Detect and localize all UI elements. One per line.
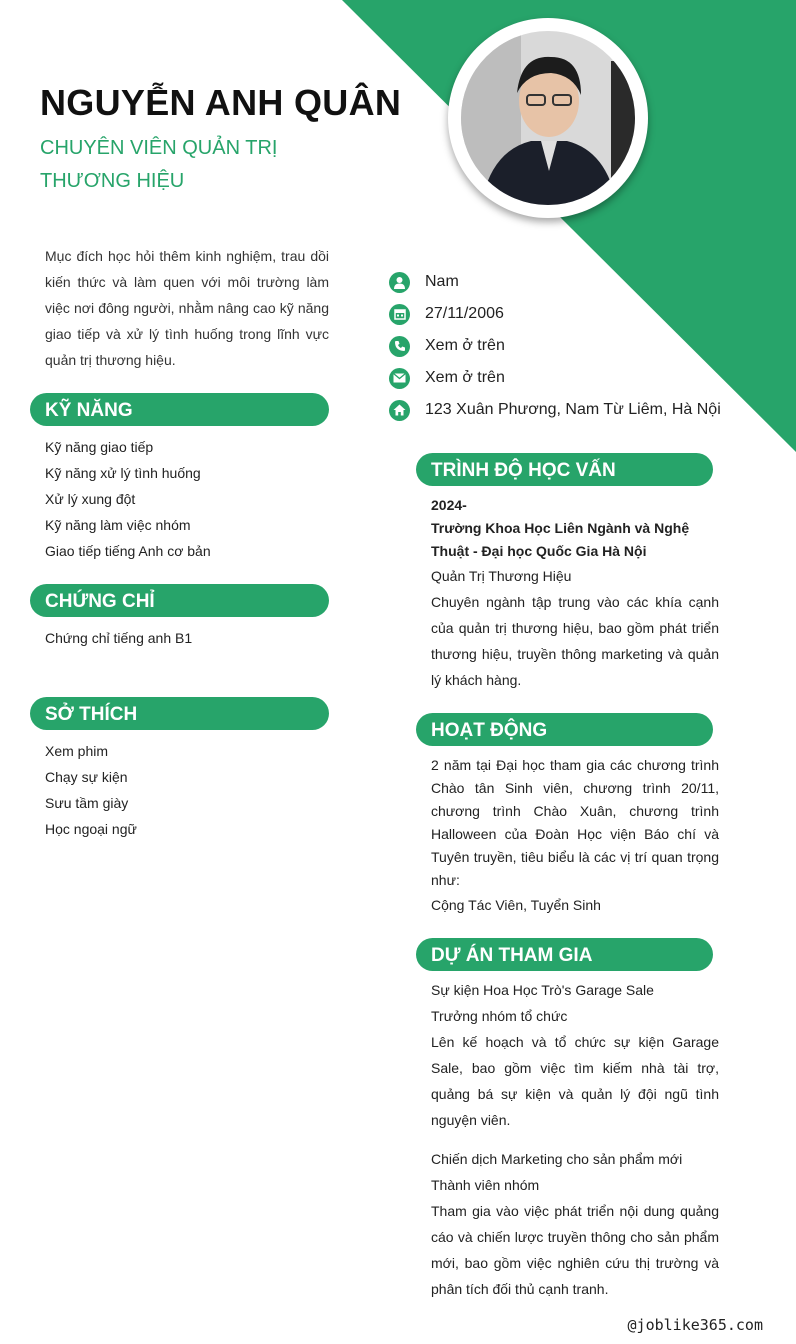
education-major: Quản Trị Thương Hiệu — [431, 568, 572, 584]
career-objective: Mục đích học hỏi thêm kinh nghiệm, trau dồi kiến thức và làm quen với môi trường làm việc nơi đông người, nhằm nâng cao kỹ năng giao tiếp và xử lý tình huống trong lĩnh vực quản trị thương hiệu. — [45, 248, 329, 368]
list-item: Học ngoại ngữ — [45, 821, 137, 837]
calendar-icon — [389, 304, 410, 325]
birthday-value: 27/11/2006 — [425, 305, 504, 322]
projects-section — [431, 977, 719, 1302]
certificates-heading: CHỨNG CHỈ — [30, 584, 329, 617]
activities-roles: Cộng Tác Viên, Tuyển Sinh — [431, 897, 601, 913]
list-item: Kỹ năng xử lý tình huống — [45, 465, 201, 481]
hobbies-list — [45, 738, 137, 842]
activities-section — [431, 754, 719, 918]
avatar-frame — [448, 18, 648, 218]
contact-gender-row — [389, 266, 721, 298]
contact-address-row — [389, 394, 721, 426]
gender-value: Nam — [425, 273, 459, 290]
list-item: Kỹ năng làm việc nhóm — [45, 517, 191, 533]
project-item — [431, 1146, 719, 1302]
address-value: 123 Xuân Phương, Nam Từ Liêm, Hà Nội — [425, 401, 721, 418]
projects-heading: DỰ ÁN THAM GIA — [416, 938, 713, 971]
contact-email-row — [389, 362, 721, 394]
project-item — [431, 977, 719, 1133]
candidate-title: CHUYÊN VIÊN QUẢN TRỊ THƯƠNG HIỆU — [40, 137, 278, 192]
candidate-name: NGUYỄN ANH QUÂN — [40, 82, 402, 123]
list-item: Giao tiếp tiếng Anh cơ bản — [45, 543, 211, 559]
list-item: Xử lý xung đột — [45, 491, 136, 507]
education-section — [431, 494, 719, 693]
project-role: Thành viên nhóm — [431, 1177, 540, 1193]
phone-value: Xem ở trên — [425, 337, 505, 354]
activities-heading: HOẠT ĐỘNG — [416, 713, 713, 746]
email-value: Xem ở trên — [425, 369, 505, 386]
education-year: 2024- — [431, 497, 467, 513]
hobbies-heading: SỞ THÍCH — [30, 697, 329, 730]
phone-icon — [389, 336, 410, 357]
skills-heading: KỸ NĂNG — [30, 393, 329, 426]
contact-info — [389, 266, 721, 426]
certificates-list — [45, 625, 192, 651]
contact-birthday-row — [389, 298, 721, 330]
project-role: Trưởng nhóm tổ chức — [431, 1008, 568, 1024]
person-icon — [389, 272, 410, 293]
list-item: Chứng chỉ tiếng anh B1 — [45, 630, 193, 646]
activities-description: 2 năm tại Đại học tham gia các chương trình Chào tân Sinh viên, chương trình 20/11, chương trình Chào Xuân, chương trình Halloween của Đoàn Học viện Báo chí và Tuyên truyền, tiêu biểu là các vị trí quan trọng như: — [431, 757, 719, 888]
list-item: Chạy sự kiện — [45, 769, 128, 785]
contact-phone-row — [389, 330, 721, 362]
education-description: Chuyên ngành tập trung vào các khía cạnh của quản trị thương hiệu, bao gồm phát triển thương hiệu, truyền thông marketing và quản lý khách hàng. — [431, 594, 719, 688]
list-item: Xem phim — [45, 743, 109, 759]
project-name: Sự kiện Hoa Học Trò's Garage Sale — [431, 982, 654, 998]
project-name: Chiến dịch Marketing cho sản phẩm mới — [431, 1151, 683, 1167]
home-icon — [389, 400, 410, 421]
mail-icon — [389, 368, 410, 389]
project-description: Lên kế hoạch và tổ chức sự kiện Garage Sale, bao gồm việc tìm kiếm nhà tài trợ, quảng bá sự kiện và quản lý đội ngũ tình nguyện viên. — [431, 1034, 719, 1128]
skills-list — [45, 434, 211, 564]
project-description: Tham gia vào việc phát triển nội dung quảng cáo và chiến lược truyền thông cho sản phẩm mới, bao gồm việc nghiên cứu thị trường và phân tích đối thủ cạnh tranh. — [431, 1203, 719, 1297]
list-item: Sưu tầm giày — [45, 795, 129, 811]
avatar — [461, 31, 635, 205]
education-heading: TRÌNH ĐỘ HỌC VẤN — [416, 453, 713, 486]
footer-watermark: @joblike365.com — [627, 1316, 763, 1334]
education-school: Trường Khoa Học Liên Ngành và Nghệ Thuật - Đại học Quốc Gia Hà Nội — [431, 520, 690, 559]
list-item: Kỹ năng giao tiếp — [45, 439, 154, 455]
